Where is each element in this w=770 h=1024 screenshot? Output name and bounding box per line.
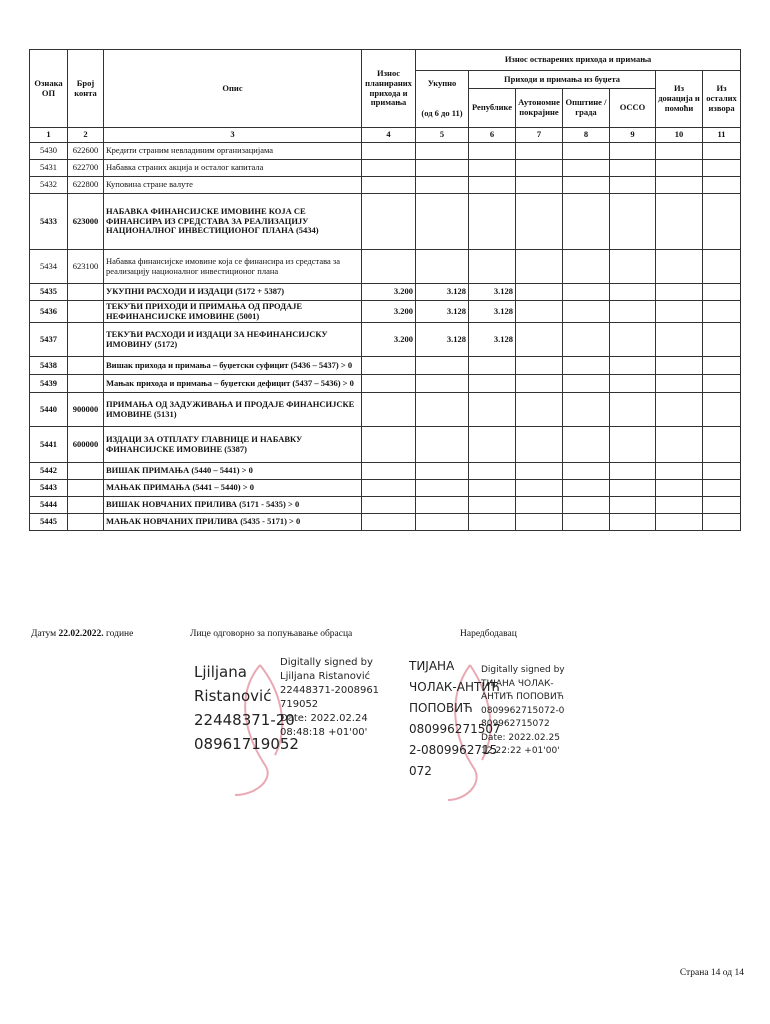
cell-republike: 3.128 [469, 284, 516, 301]
signature-2-details [481, 664, 565, 759]
cell-konto: 900000 [68, 393, 104, 427]
cell-ukupno [416, 497, 469, 514]
sig2-name-line: ПОПОВИЋ [409, 701, 473, 715]
cell-ukupno [416, 160, 469, 177]
cell-ukupno [416, 357, 469, 375]
cell-konto [68, 463, 104, 480]
cell-autonomne [516, 284, 563, 301]
signature-1-details [280, 656, 379, 740]
cell-oznaka: 5437 [30, 323, 68, 357]
cell-plan [362, 177, 416, 194]
cell-opis: НАБАВКА ФИНАНСИЈСКЕ ИМОВИНЕ КОЈА СЕ ФИНАНСИРА ИЗ СРЕДСТАВА ЗА РЕАЛИЗАЦИЈУ НАЦИОНАЛНОГ ИНВЕСТИЦИОНОГ ПЛАНА (5434) [104, 194, 362, 250]
cell-osso [610, 143, 656, 160]
cell-republike [469, 160, 516, 177]
sig2-name-line: 080996271507 [409, 722, 501, 736]
header-donacija: Из донација и помоћи [656, 71, 703, 128]
col-number: 1 [30, 128, 68, 143]
cell-osso [610, 284, 656, 301]
cell-opstine [563, 301, 610, 323]
cell-autonomne [516, 301, 563, 323]
cell-opis: Вишак прихода и примања – буџетски суфицит (5436 – 5437) > 0 [104, 357, 362, 375]
cell-autonomne [516, 194, 563, 250]
table-row [30, 143, 741, 160]
cell-oznaka: 5444 [30, 497, 68, 514]
cell-donacija [656, 301, 703, 323]
cell-opstine [563, 357, 610, 375]
cell-oznaka: 5435 [30, 284, 68, 301]
cell-konto: 623100 [68, 250, 104, 284]
col-number: 3 [104, 128, 362, 143]
cell-opstine [563, 194, 610, 250]
col-number: 11 [703, 128, 741, 143]
cell-opstine [563, 393, 610, 427]
col-number: 4 [362, 128, 416, 143]
cell-autonomne [516, 427, 563, 463]
cell-autonomne [516, 514, 563, 531]
cell-ostalih [703, 323, 741, 357]
cell-plan [362, 514, 416, 531]
cell-osso [610, 160, 656, 177]
cell-autonomne [516, 375, 563, 393]
cell-ukupno [416, 480, 469, 497]
cell-ostalih [703, 194, 741, 250]
financial-report-table [29, 49, 741, 531]
sig2-name-line: 072 [409, 764, 432, 778]
sig1-name-line: Ristanović [194, 687, 272, 705]
cell-plan [362, 143, 416, 160]
cell-osso [610, 497, 656, 514]
cell-republike [469, 177, 516, 194]
table-row [30, 514, 741, 531]
cell-ostalih [703, 284, 741, 301]
cell-republike [469, 357, 516, 375]
cell-opis: ТЕКУЋИ РАСХОДИ И ИЗДАЦИ ЗА НЕФИНАНСИЈСКУ ИМОВИНУ (5172) [104, 323, 362, 357]
cell-konto [68, 480, 104, 497]
cell-konto: 623000 [68, 194, 104, 250]
table-row [30, 357, 741, 375]
cell-konto: 622700 [68, 160, 104, 177]
cell-republike [469, 463, 516, 480]
cell-ukupno [416, 427, 469, 463]
table-row [30, 194, 741, 250]
sig2-name-line: ТИЈАНА [409, 659, 455, 673]
cell-osso [610, 301, 656, 323]
header-autonomne: Аутономне покрајине [516, 89, 563, 128]
cell-konto: 622800 [68, 177, 104, 194]
col-number: 7 [516, 128, 563, 143]
cell-autonomne [516, 497, 563, 514]
table-body [30, 143, 741, 531]
cell-oznaka: 5442 [30, 463, 68, 480]
cell-ukupno [416, 250, 469, 284]
header-opstine: Општине / града [563, 89, 610, 128]
cell-opis: ВИШАК НОВЧАНИХ ПРИЛИВА (5171 - 5435) > 0 [104, 497, 362, 514]
cell-autonomne [516, 177, 563, 194]
sig1-detail-line: 08:48:18 +01'00' [280, 727, 368, 738]
cell-oznaka: 5433 [30, 194, 68, 250]
cell-oznaka: 5434 [30, 250, 68, 284]
cell-republike [469, 393, 516, 427]
sig2-detail-line: ТИЈАНА ЧОЛАК- [481, 678, 554, 689]
cell-republike: 3.128 [469, 323, 516, 357]
date-line [31, 629, 133, 639]
cell-plan [362, 427, 416, 463]
cell-ostalih [703, 143, 741, 160]
cell-ostalih [703, 301, 741, 323]
cell-donacija [656, 143, 703, 160]
cell-donacija [656, 177, 703, 194]
cell-oznaka: 5431 [30, 160, 68, 177]
sig2-detail-line: Date: 2022.02.25 [481, 732, 560, 743]
header-iznos-plan: Износ планираних прихода и примања [362, 50, 416, 128]
table-row [30, 250, 741, 284]
cell-oznaka: 5432 [30, 177, 68, 194]
table-row [30, 323, 741, 357]
cell-plan [362, 250, 416, 284]
cell-plan [362, 463, 416, 480]
cell-autonomne [516, 143, 563, 160]
cell-oznaka: 5440 [30, 393, 68, 427]
date-suffix: године [106, 629, 134, 639]
cell-plan [362, 357, 416, 375]
cell-opis: ТЕКУЋИ ПРИХОДИ И ПРИМАЊА ОД ПРОДАЈЕ НЕФИНАНСИЈСКЕ ИМОВИНЕ (5001) [104, 301, 362, 323]
cell-ukupno [416, 194, 469, 250]
header-ukupno-sub: (од 6 до 11) [421, 108, 463, 118]
cell-republike [469, 427, 516, 463]
sig2-name-line: 2-0809962715 [409, 743, 498, 757]
cell-ukupno [416, 393, 469, 427]
cell-ukupno [416, 463, 469, 480]
cell-opstine [563, 284, 610, 301]
cell-konto [68, 357, 104, 375]
sig1-name-line: 08961719052 [194, 735, 299, 753]
header-ostalih: Из осталих извора [703, 71, 741, 128]
cell-donacija [656, 284, 703, 301]
cell-donacija [656, 463, 703, 480]
cell-opis: Куповина стране валуте [104, 177, 362, 194]
cell-osso [610, 357, 656, 375]
cell-plan [362, 497, 416, 514]
cell-republike [469, 250, 516, 284]
table-row [30, 497, 741, 514]
cell-konto: 600000 [68, 427, 104, 463]
header-opis: Опис [104, 50, 362, 128]
cell-ostalih [703, 393, 741, 427]
table-row [30, 393, 741, 427]
cell-opstine [563, 160, 610, 177]
cell-opis: Набавка страних акција и осталог капитала [104, 160, 362, 177]
sig2-detail-line: 12:22:22 +01'00' [481, 746, 560, 756]
col-number: 8 [563, 128, 610, 143]
cell-osso [610, 463, 656, 480]
sig2-detail-line: Digitally signed by [481, 665, 565, 675]
header-oznaka: Ознака ОП [30, 50, 68, 128]
cell-oznaka: 5430 [30, 143, 68, 160]
cell-ostalih [703, 514, 741, 531]
table-row [30, 177, 741, 194]
cell-opstine [563, 497, 610, 514]
cell-republike [469, 143, 516, 160]
cell-ostalih [703, 250, 741, 284]
page-number: Страна 14 од 14 [679, 968, 744, 978]
cell-plan: 3.200 [362, 323, 416, 357]
header-broj-konta: Број конта [68, 50, 104, 128]
cell-opstine [563, 250, 610, 284]
cell-donacija [656, 393, 703, 427]
cell-plan [362, 160, 416, 177]
header-ukupno [416, 71, 469, 128]
cell-konto [68, 514, 104, 531]
table-row [30, 480, 741, 497]
cell-donacija [656, 250, 703, 284]
cell-ukupno [416, 375, 469, 393]
cell-opstine [563, 427, 610, 463]
cell-donacija [656, 160, 703, 177]
cell-ukupno [416, 177, 469, 194]
table-row [30, 301, 741, 323]
cell-ostalih [703, 480, 741, 497]
cell-konto [68, 375, 104, 393]
cell-osso [610, 393, 656, 427]
cell-republike [469, 480, 516, 497]
sig2-detail-line: 0809962715072-0 [481, 705, 565, 716]
cell-autonomne [516, 160, 563, 177]
cell-plan [362, 375, 416, 393]
table-row [30, 284, 741, 301]
cell-autonomne [516, 357, 563, 375]
cell-ostalih [703, 177, 741, 194]
cell-ostalih [703, 375, 741, 393]
cell-opis: МАЊАК НОВЧАНИХ ПРИЛИВА (5435 - 5171) > 0 [104, 514, 362, 531]
cell-plan [362, 393, 416, 427]
cell-opis: УКУПНИ РАСХОДИ И ИЗДАЦИ (5172 + 5387) [104, 284, 362, 301]
cell-ukupno: 3.128 [416, 284, 469, 301]
responsible-person-label: Лице одговорно за попуњавање обрасца [190, 629, 353, 639]
cell-autonomne [516, 250, 563, 284]
cell-oznaka: 5441 [30, 427, 68, 463]
cell-oznaka: 5436 [30, 301, 68, 323]
cell-opstine [563, 177, 610, 194]
cell-opis: МАЊАК ПРИМАЊА (5441 – 5440) > 0 [104, 480, 362, 497]
sig1-detail-line: 22448371-2008961 [280, 685, 380, 696]
cell-republike: 3.128 [469, 301, 516, 323]
cell-autonomne [516, 463, 563, 480]
cell-opis: Мањак прихода и примања – буџетски дефицит (5437 – 5436) > 0 [104, 375, 362, 393]
cell-opstine [563, 480, 610, 497]
cell-osso [610, 323, 656, 357]
cell-ostalih [703, 497, 741, 514]
cell-osso [610, 250, 656, 284]
cell-plan [362, 480, 416, 497]
cell-osso [610, 514, 656, 531]
table-row [30, 375, 741, 393]
cell-ostalih [703, 463, 741, 480]
header-ukupno-label: Укупно [427, 78, 457, 89]
cell-donacija [656, 357, 703, 375]
cell-opstine [563, 463, 610, 480]
header-iz-budzeta: Приходи и примања из буџета [469, 71, 656, 89]
cell-autonomne [516, 323, 563, 357]
cell-autonomne [516, 393, 563, 427]
cell-republike [469, 514, 516, 531]
cell-ostalih [703, 427, 741, 463]
cell-osso [610, 427, 656, 463]
cell-osso [610, 177, 656, 194]
cell-ostalih [703, 160, 741, 177]
cell-donacija [656, 323, 703, 357]
cell-opis: ВИШАК ПРИМАЊА (5440 – 5441) > 0 [104, 463, 362, 480]
cell-republike [469, 375, 516, 393]
cell-donacija [656, 194, 703, 250]
cell-opis: Кредити страним невладиним организацијама [104, 143, 362, 160]
cell-opstine [563, 323, 610, 357]
cell-plan: 3.200 [362, 301, 416, 323]
cell-oznaka: 5439 [30, 375, 68, 393]
cell-ostalih [703, 357, 741, 375]
cell-donacija [656, 375, 703, 393]
col-number: 9 [610, 128, 656, 143]
cell-opstine [563, 514, 610, 531]
col-number: 2 [68, 128, 104, 143]
sig1-name-line: Ljiljana [194, 663, 247, 681]
date-value: 22.02.2022. [58, 629, 104, 639]
cell-konto [68, 301, 104, 323]
cell-opis: ИЗДАЦИ ЗА ОТПЛАТУ ГЛАВНИЦЕ И НАБАВКУ ФИНАНСИЈСКЕ ИМОВИНЕ (5387) [104, 427, 362, 463]
cell-ukupno: 3.128 [416, 323, 469, 357]
sig1-detail-line: 719052 [280, 699, 319, 710]
sig1-detail-line: Date: 2022.02.24 [280, 713, 368, 724]
sig1-detail-line: Digitally signed by [280, 657, 373, 668]
table-row [30, 160, 741, 177]
table-row [30, 427, 741, 463]
cell-autonomne [516, 480, 563, 497]
cell-osso [610, 375, 656, 393]
cell-plan [362, 194, 416, 250]
cell-republike [469, 497, 516, 514]
header-osso: ОССО [610, 89, 656, 128]
sig2-detail-line: АНТИЋ ПОПОВИЋ [481, 692, 564, 702]
cell-osso [610, 480, 656, 497]
sig1-detail-line: Ljiljana Ristanović [280, 671, 371, 682]
col-number: 5 [416, 128, 469, 143]
cell-oznaka: 5445 [30, 514, 68, 531]
sig2-name-line: ЧОЛАК-АНТИЋ [409, 680, 500, 694]
cell-opis: Набавка финансијске имовине која се финансира из средстава за реализацију националног инвестиционог плана [104, 250, 362, 284]
cell-ukupno [416, 143, 469, 160]
cell-opstine [563, 375, 610, 393]
cell-ukupno: 3.128 [416, 301, 469, 323]
cell-konto [68, 497, 104, 514]
table-row [30, 463, 741, 480]
cell-oznaka: 5443 [30, 480, 68, 497]
cell-osso [610, 194, 656, 250]
col-number: 6 [469, 128, 516, 143]
cell-oznaka: 5438 [30, 357, 68, 375]
cell-konto [68, 323, 104, 357]
cell-donacija [656, 497, 703, 514]
cell-konto: 622600 [68, 143, 104, 160]
sig2-detail-line: 809962715072 [481, 719, 550, 729]
cell-republike [469, 194, 516, 250]
cell-donacija [656, 427, 703, 463]
column-number-row [30, 128, 741, 143]
cell-ukupno [416, 514, 469, 531]
cell-opis: ПРИМАЊА ОД ЗАДУЖИВАЊА И ПРОДАЈЕ ФИНАНСИЈСКЕ ИМОВИНЕ (5131) [104, 393, 362, 427]
date-label: Датум [31, 629, 57, 639]
cell-opstine [563, 143, 610, 160]
header-republike: Републике [469, 89, 516, 128]
authorizer-label: Наредбодавац [460, 629, 517, 639]
sig1-name-line: 22448371-20 [194, 711, 295, 729]
col-number: 10 [656, 128, 703, 143]
header-iznos-ostvarenih: Износ остварених прихода и примања [416, 50, 741, 71]
cell-plan: 3.200 [362, 284, 416, 301]
cell-donacija [656, 514, 703, 531]
cell-donacija [656, 480, 703, 497]
cell-konto [68, 284, 104, 301]
